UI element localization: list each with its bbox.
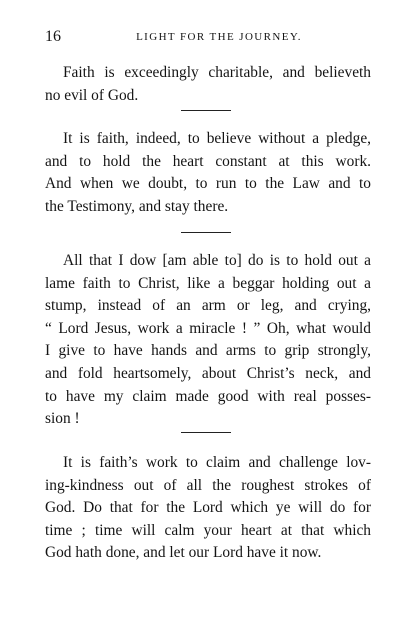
paragraph-3 bbox=[45, 250, 371, 431]
paragraph-line: And when we doubt, to run to the Law and to bbox=[45, 175, 371, 193]
page-header bbox=[45, 28, 371, 46]
page-number: 16 bbox=[45, 28, 61, 45]
paragraph-line: stump, instead of an arm or leg, and crying, bbox=[45, 297, 371, 315]
paragraph-line: Faith is exceedingly charitable, and believeth bbox=[63, 64, 371, 81]
paragraph-line: no evil of God. bbox=[45, 86, 139, 104]
paragraph-4 bbox=[45, 452, 371, 565]
paragraph-line: sion ! bbox=[45, 410, 80, 428]
paragraph-2 bbox=[45, 128, 371, 218]
paragraph-line: and to hold the heart constant at this work. bbox=[45, 152, 371, 170]
section-divider bbox=[181, 432, 231, 433]
paragraph-line: “ Lord Jesus, work a miracle ! ” Oh, what would bbox=[45, 319, 371, 337]
paragraph-1 bbox=[45, 62, 371, 107]
paragraph-line: the Testimony, and stay there. bbox=[45, 197, 229, 215]
running-title: LIGHT FOR THE JOURNEY. bbox=[136, 31, 302, 43]
paragraph-line: It is faith’s work to claim and challenge lov- bbox=[63, 454, 371, 471]
paragraph-line: lame faith to Christ, like a beggar holding out a bbox=[45, 274, 371, 292]
paragraph-line: God hath done, and let our Lord have it now. bbox=[45, 544, 322, 562]
paragraph-line: to have my claim made good with real posses- bbox=[45, 387, 371, 405]
paragraph-line: and fold heartsomely, about Christ’s neck, and bbox=[45, 364, 371, 382]
section-divider bbox=[181, 232, 231, 233]
paragraph-line: All that I dow [am able to] do is to hold out a bbox=[63, 252, 371, 269]
paragraph-line: ing-kindness out of all the roughest strokes of bbox=[45, 476, 371, 494]
paragraph-line: I give to have hands and arms to grip strongly, bbox=[45, 342, 371, 360]
section-divider bbox=[181, 110, 231, 111]
paragraph-line: God. Do that for the Lord which ye will do for bbox=[45, 499, 371, 517]
paragraph-line: time ; time will calm your heart at that which bbox=[45, 521, 371, 539]
paragraph-line: It is faith, indeed, to believe without a pledge, bbox=[63, 130, 371, 147]
